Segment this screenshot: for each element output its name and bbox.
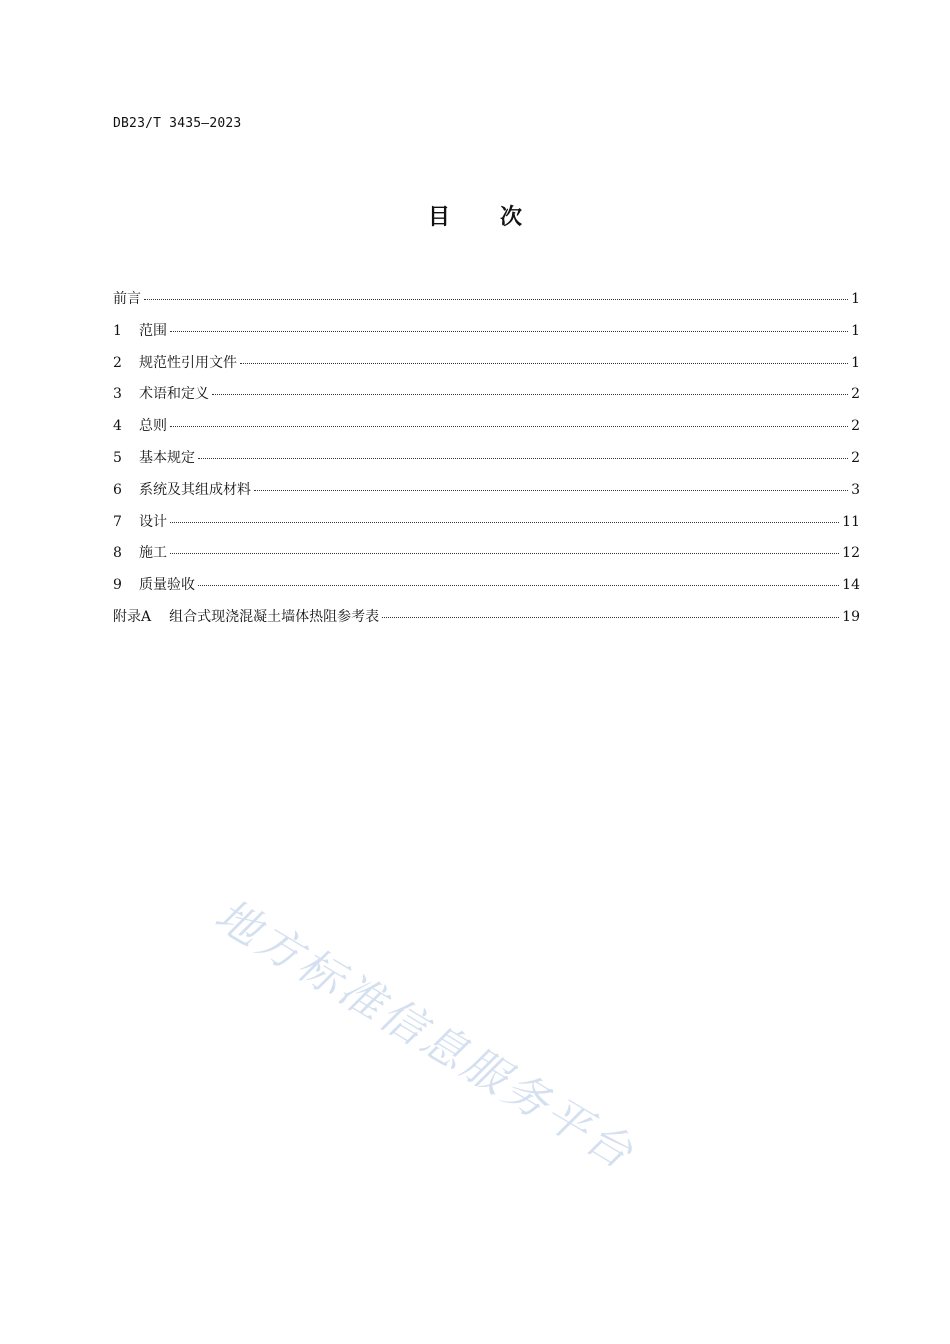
toc-entry-label: 前言	[113, 291, 141, 307]
toc-entry-page: 19	[842, 608, 860, 625]
dot-leader	[170, 522, 839, 523]
dot-leader	[254, 490, 848, 491]
dot-leader	[198, 458, 848, 459]
toc-entry-number: 5	[113, 449, 122, 466]
toc-entry-label: 组合式现浇混凝土墙体热阻参考表	[169, 608, 380, 625]
document-code: DB23/T 3435—2023	[113, 116, 242, 131]
dot-leader	[170, 426, 848, 427]
toc-entry-page: 3	[851, 481, 860, 498]
toc-entry-appendix-a[interactable]	[113, 605, 860, 637]
toc-entry-number: 1	[113, 322, 122, 339]
dot-leader	[212, 394, 848, 395]
toc-entry-number: 9	[113, 577, 122, 594]
toc-entry-number: 4	[113, 418, 122, 435]
toc-entry-number: 3	[113, 386, 122, 403]
toc-entry-label: 基本规定	[139, 449, 195, 466]
toc-entry-number: 8	[113, 545, 122, 562]
dot-leader	[198, 585, 839, 586]
toc-entry-number: 6	[113, 481, 122, 498]
toc-entry-page: 11	[842, 513, 860, 530]
table-of-contents	[113, 287, 860, 637]
toc-entry-number: 2	[113, 354, 122, 371]
watermark: 地方标准信息服务平台	[206, 889, 644, 1181]
toc-entry-page: 14	[842, 577, 860, 594]
dot-leader	[170, 553, 839, 554]
toc-entry-label: 系统及其组成材料	[139, 481, 251, 498]
toc-entry-normative-references[interactable]	[113, 351, 860, 383]
toc-entry-system-materials[interactable]	[113, 478, 860, 510]
toc-entry-label: 规范性引用文件	[139, 354, 237, 371]
toc-entry-page: 12	[842, 545, 860, 562]
toc-entry-label: 总则	[139, 418, 167, 435]
toc-entry-foreword[interactable]	[113, 287, 860, 319]
toc-entry-page: 2	[851, 386, 860, 403]
dot-leader	[240, 363, 848, 364]
toc-entry-page: 1	[851, 322, 860, 339]
toc-entry-label: 质量验收	[139, 577, 195, 594]
toc-entry-label: 范围	[139, 322, 167, 339]
toc-entry-design[interactable]	[113, 510, 860, 542]
dot-leader	[382, 617, 839, 618]
toc-entry-scope[interactable]	[113, 319, 860, 351]
title-char-2: 次	[500, 205, 523, 230]
toc-entry-basic-provisions[interactable]	[113, 446, 860, 478]
toc-entry-number: 7	[113, 513, 122, 530]
toc-entry-label: 施工	[139, 545, 167, 562]
toc-entry-label: 设计	[139, 513, 167, 530]
toc-entry-label: 术语和定义	[139, 386, 209, 403]
dot-leader	[170, 331, 848, 332]
toc-entry-construction[interactable]	[113, 541, 860, 573]
toc-entry-page: 2	[851, 418, 860, 435]
toc-entry-terms[interactable]	[113, 382, 860, 414]
toc-entry-appendix-prefix: 附录A	[113, 608, 152, 625]
toc-entry-page: 1	[851, 291, 860, 307]
toc-entry-page: 1	[851, 354, 860, 371]
toc-entry-page: 2	[851, 449, 860, 466]
toc-entry-quality-acceptance[interactable]	[113, 573, 860, 605]
title-char-1: 目	[427, 205, 450, 230]
toc-entry-general[interactable]	[113, 414, 860, 446]
page-title	[0, 200, 950, 231]
dot-leader	[144, 299, 848, 300]
